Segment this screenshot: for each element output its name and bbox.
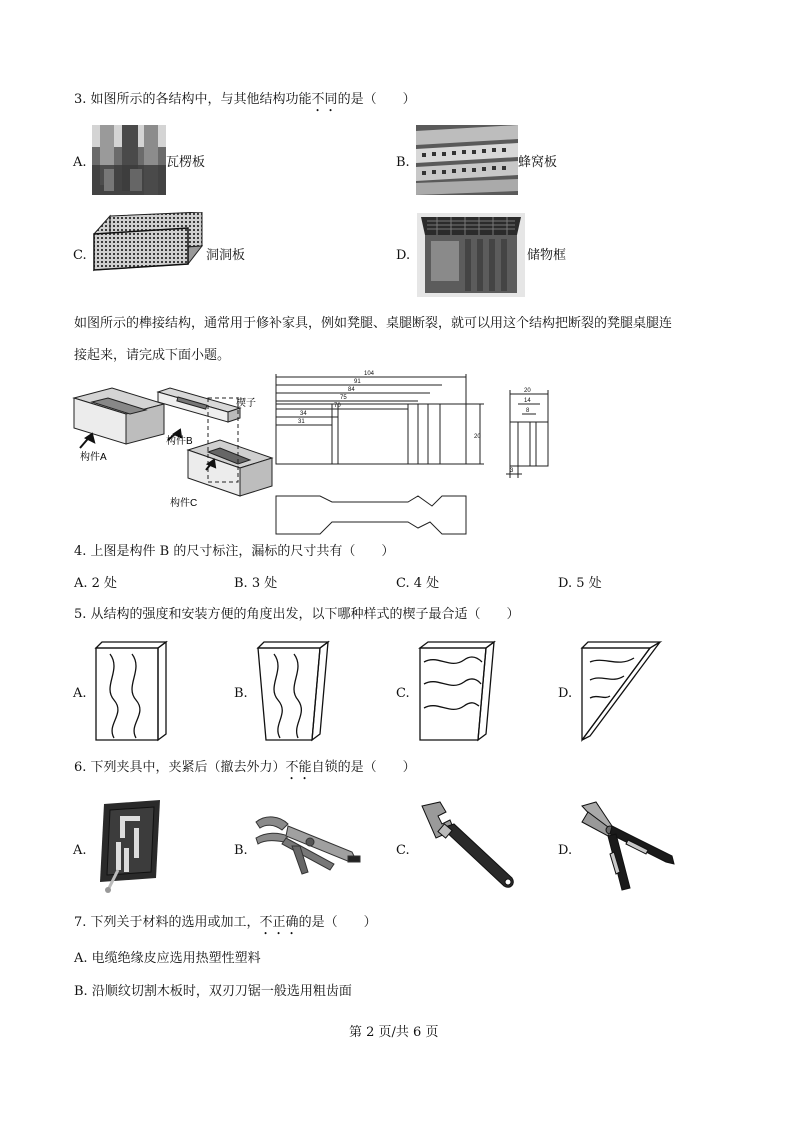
dim-side-8: 8 <box>526 408 530 414</box>
clamp-a-photo <box>90 798 170 894</box>
q4-option-d[interactable]: D. 5 处 <box>558 576 602 591</box>
dim-75: 75 <box>340 395 347 401</box>
intro-line-1: 如图所示的榫接结构，通常用于修补家具，例如凳腿、桌腿断裂，就可以用这个结构把断裂的凳腿桌腿连 <box>74 316 673 331</box>
pegboard-basket-photo <box>92 212 204 276</box>
label-part-c: 构件C <box>170 498 198 509</box>
q3-option-d-caption: 储物框 <box>527 248 567 263</box>
q4-option-b[interactable]: B. 3 处 <box>234 576 278 591</box>
q4-stem: 4. 上图是构件 B 的尺寸标注，漏标的尺寸共有（ ） <box>74 544 395 559</box>
q5-option-a-letter[interactable]: A. <box>73 686 87 701</box>
q6-option-a-letter[interactable]: A. <box>73 843 87 858</box>
q3-option-c-letter: C. <box>73 248 87 263</box>
mortise-figure <box>70 368 560 540</box>
intro-line-2: 接起来，请完成下面小题。 <box>74 348 231 363</box>
dim-34: 34 <box>300 411 307 417</box>
q3-option-c-caption: 洞洞板 <box>206 248 246 263</box>
q5-option-d-letter[interactable]: D. <box>558 686 573 701</box>
adjustable-wrench-photo <box>416 800 520 892</box>
q6-stem: 6. 下列夹具中，夹紧后（撤去外力）不能自锁的是（ ） <box>74 760 416 775</box>
q3-option-a-letter: A. <box>73 155 87 170</box>
q5-stem: 5. 从结构的强度和安装方便的角度出发，以下哪种样式的楔子最合适（ ） <box>74 607 520 622</box>
storage-crate-photo <box>417 213 525 297</box>
dim-side-20: 20 <box>524 388 531 394</box>
label-part-a: 构件A <box>80 452 107 463</box>
q5-option-b-letter[interactable]: B. <box>234 686 248 701</box>
wedge-c-drawing <box>416 640 500 746</box>
wedge-d-drawing <box>578 640 668 746</box>
q6-option-b-letter[interactable]: B. <box>234 843 248 858</box>
wedge-b-drawing <box>254 640 334 746</box>
q3-option-a-caption: 瓦楞板 <box>166 155 206 170</box>
honeycomb-board-photo <box>416 125 518 195</box>
q4-option-a[interactable]: A. 2 处 <box>74 576 118 591</box>
q3-option-d-letter: D. <box>396 248 411 263</box>
q5-option-c-letter[interactable]: C. <box>396 686 410 701</box>
dim-84: 84 <box>348 387 355 393</box>
q6-option-d-letter[interactable]: D. <box>558 843 573 858</box>
page-footer: 第 2 页/共 6 页 <box>349 1025 439 1040</box>
corrugated-board-photo <box>92 125 166 195</box>
q3-option-b-letter: B. <box>396 155 410 170</box>
dim-91: 91 <box>354 379 361 385</box>
q3-stem: 3. 如图所示的各结构中，与其他结构功能不同的是（ ） <box>74 92 416 107</box>
q7-option-b[interactable]: B. 沿顺纹切割木板时，双刃刀锯一般选用粗齿面 <box>74 984 352 999</box>
dim-104: 104 <box>364 371 375 377</box>
label-part-b: 构件B <box>166 436 193 447</box>
dim-31: 31 <box>298 419 305 425</box>
q7-stem: 7. 下列关于材料的选用或加工，不正确的是（ ） <box>74 915 377 930</box>
label-wedge: 楔子 <box>236 398 256 409</box>
q3-option-b-caption: 蜂窝板 <box>518 155 558 170</box>
combination-pliers-photo <box>578 800 678 896</box>
q7-option-a[interactable]: A. 电缆绝缘皮应选用热塑性塑料 <box>74 951 261 966</box>
q6-option-c-letter[interactable]: C. <box>396 843 410 858</box>
dim-height-20: 20 <box>474 434 481 440</box>
dim-70: 70 <box>334 403 341 409</box>
q4-option-c[interactable]: C. 4 处 <box>396 576 440 591</box>
dim-side-14: 14 <box>524 398 531 404</box>
dim-small-3: 3 <box>510 468 514 474</box>
locking-pliers-photo <box>252 812 362 882</box>
wedge-a-drawing <box>92 640 172 746</box>
